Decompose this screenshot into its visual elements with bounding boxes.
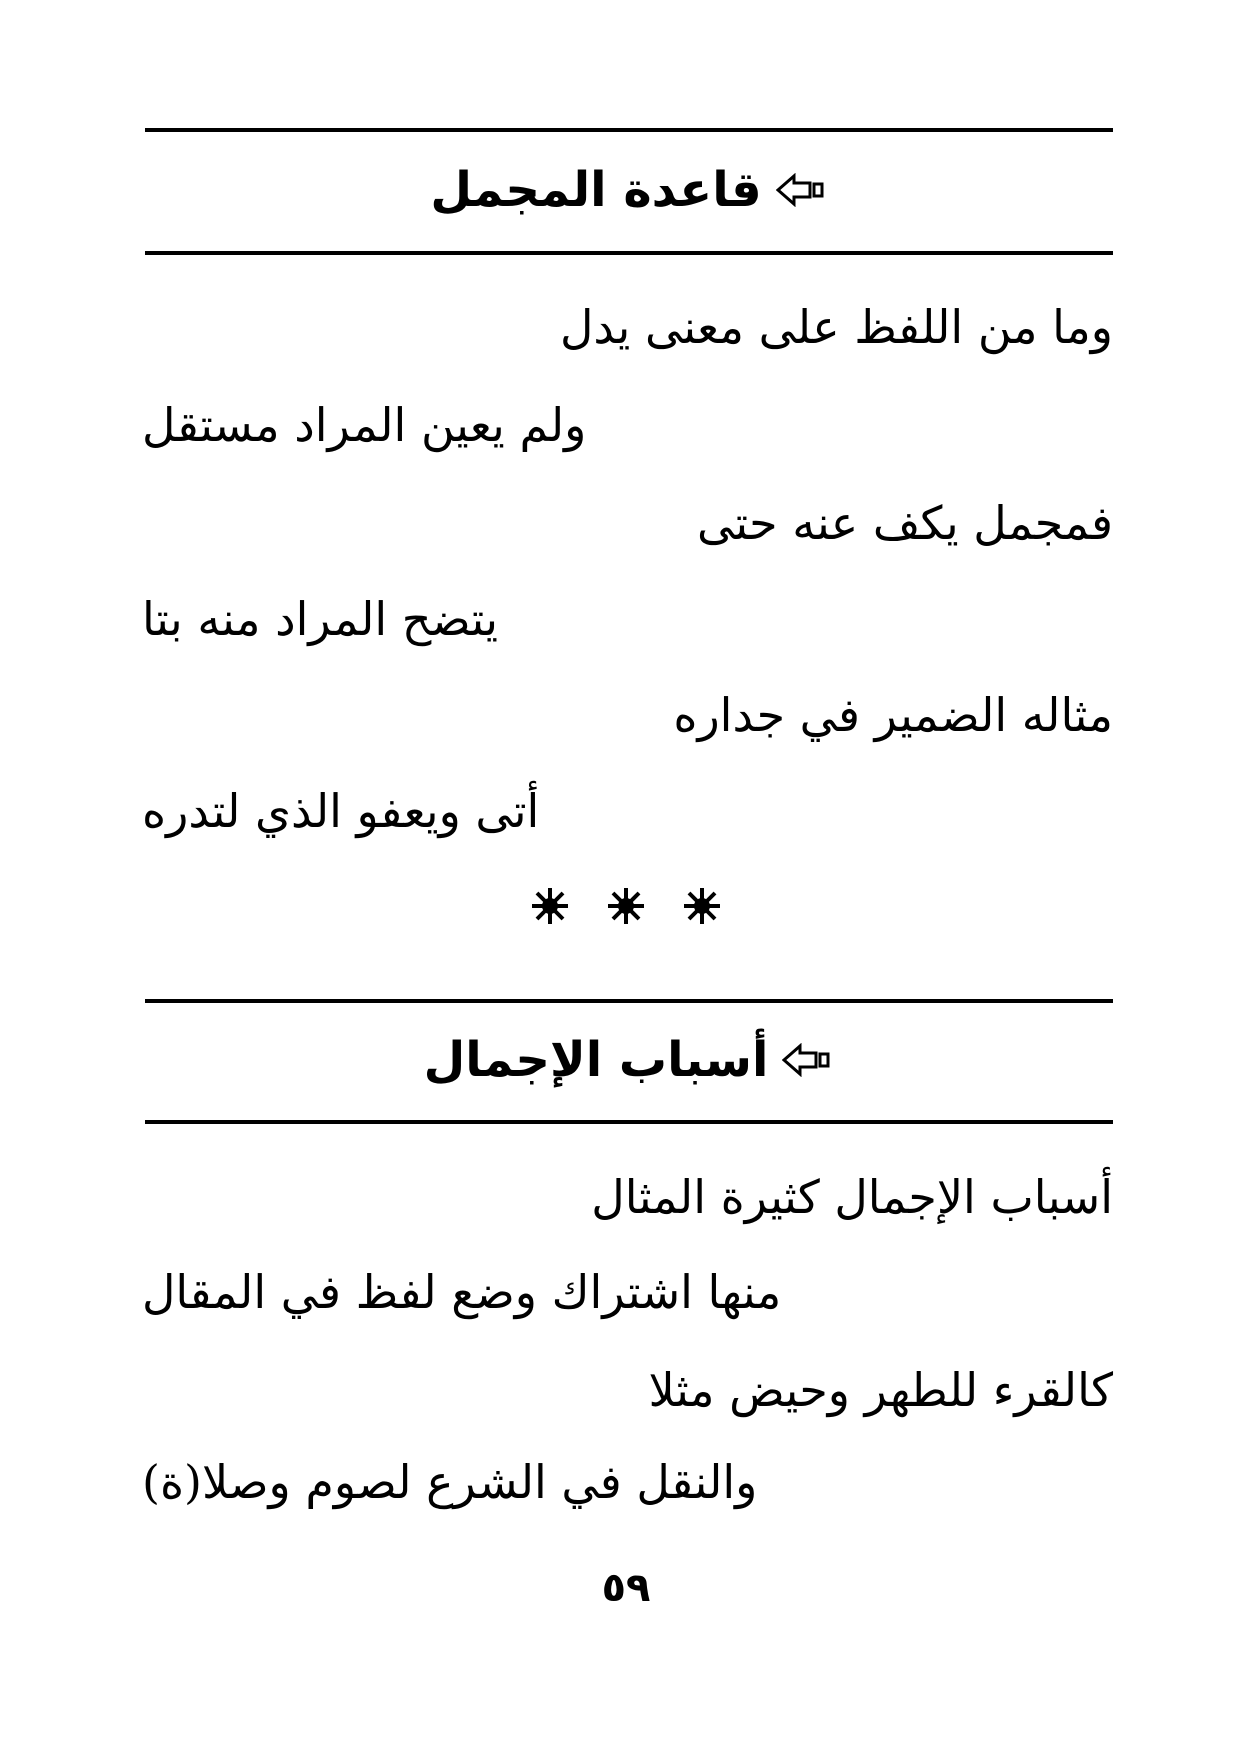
bottom-rule-1 <box>145 251 1113 255</box>
verse-3-first-hemistich: مثاله الضمير في جداره <box>673 688 1113 742</box>
verse-2-second-hemistich: يتضح المراد منه بتا <box>142 592 499 646</box>
pointing-arrow-icon <box>782 1043 834 1077</box>
section-separator <box>0 886 1252 926</box>
verse-4-first-hemistich: أسباب الإجمال كثيرة المثال <box>591 1170 1113 1224</box>
asterism-star-icon <box>530 886 570 926</box>
top-rule-2 <box>145 999 1113 1003</box>
page-number: ٥٩ <box>601 1565 651 1611</box>
verse-3-second-hemistich: أتى ويعفو الذي لتدره <box>142 784 540 838</box>
pointing-arrow-icon <box>776 173 828 207</box>
section-title: قاعدة المجمل <box>430 162 762 218</box>
verse-2-first-hemistich: فمجمل يكف عنه حتى <box>696 496 1113 550</box>
section-heading-1 <box>145 150 1113 230</box>
verse-5-second-hemistich: والنقل في الشرع لصوم وصلا(ة) <box>142 1455 758 1509</box>
verse-1-second-hemistich: ولم يعين المراد مستقل <box>142 398 587 452</box>
section-heading-2 <box>145 1020 1113 1100</box>
verse-5-first-hemistich: كالقرء للطهر وحيض مثلا <box>648 1363 1113 1417</box>
section-title: أسباب الإجمال <box>423 1032 769 1088</box>
asterism-star-icon <box>606 886 646 926</box>
bottom-rule-2 <box>145 1120 1113 1124</box>
verse-1-first-hemistich: وما من اللفظ على معنى يدل <box>559 300 1113 354</box>
verse-4-second-hemistich: منها اشتراك وضع لفظ في المقال <box>142 1265 782 1319</box>
top-rule-1 <box>145 128 1113 132</box>
asterism-star-icon <box>682 886 722 926</box>
